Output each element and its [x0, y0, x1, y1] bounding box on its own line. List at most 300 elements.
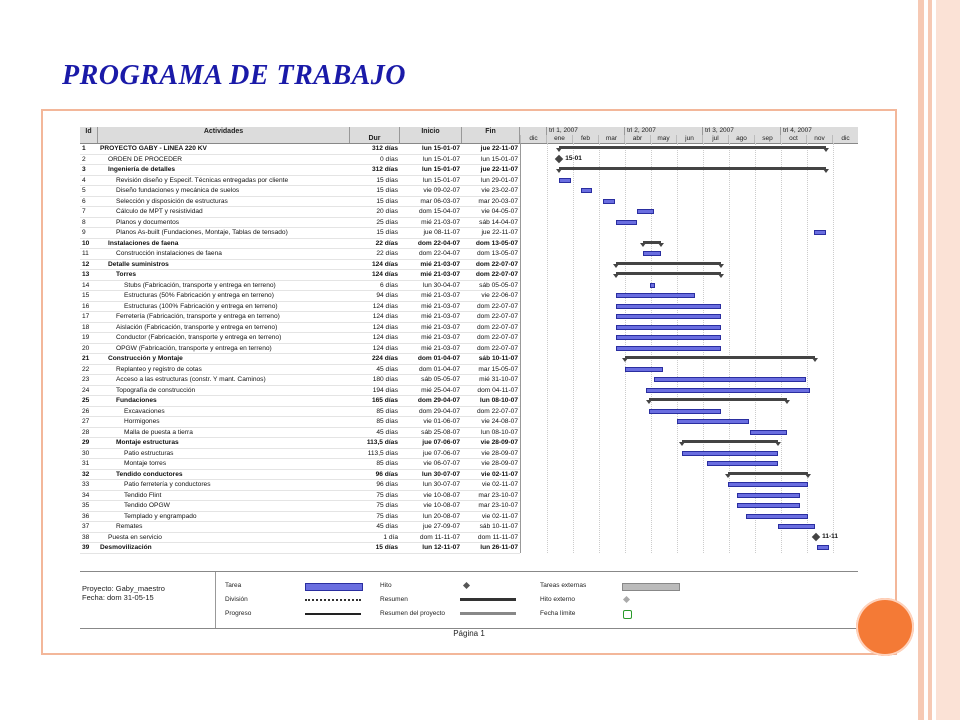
row-activity: Selección y disposición de estructuras — [116, 197, 228, 205]
task-bar[interactable] — [746, 514, 808, 519]
row-start: lun 15-01-07 — [421, 166, 460, 173]
row-start: mié 21-03-07 — [421, 292, 460, 299]
month-label: jul — [702, 135, 728, 143]
row-activity: Instalaciones de faena — [108, 239, 179, 247]
decorative-orange-circle — [856, 598, 914, 656]
row-duration: 0 días — [380, 155, 398, 163]
milestone-label: 11-11 — [822, 532, 839, 540]
header-activity: Actividades — [98, 127, 350, 143]
row-start: lun 30-07-07 — [422, 481, 460, 488]
row-start: sáb 05-05-07 — [421, 376, 460, 383]
legend-label: Hito externo — [540, 596, 576, 603]
table-row[interactable] — [80, 344, 520, 355]
table-row[interactable] — [80, 417, 520, 428]
table-row[interactable] — [80, 186, 520, 197]
row-duration: 75 días — [376, 491, 398, 499]
row-end: vie 02-11-07 — [481, 512, 518, 520]
row-duration: 25 días — [376, 218, 398, 226]
month-label: abr — [624, 135, 650, 143]
month-gridline — [781, 143, 782, 553]
row-id: 23 — [82, 376, 90, 383]
month-gridline — [547, 143, 548, 553]
table-row[interactable] — [80, 323, 520, 334]
row-end: vie 28-09-07 — [480, 439, 518, 446]
row-activity: ORDEN DE PROCEDER — [108, 155, 183, 163]
row-start: vie 10-08-07 — [423, 502, 460, 509]
row-start: jue 07-06-07 — [422, 449, 460, 457]
table-row[interactable] — [80, 228, 520, 239]
table-row[interactable] — [80, 375, 520, 386]
row-end: mar 15-05-07 — [478, 365, 518, 373]
task-bar[interactable] — [737, 503, 800, 508]
row-duration: 75 días — [376, 512, 398, 520]
task-bar[interactable] — [643, 251, 661, 256]
row-duration: 20 días — [376, 208, 398, 215]
row-start: mié 21-03-07 — [420, 260, 460, 268]
row-duration: 22 días — [376, 250, 398, 257]
row-id: 22 — [82, 365, 90, 373]
row-id: 37 — [82, 523, 90, 530]
header-end: Fin — [462, 127, 520, 143]
row-duration: 113,5 días — [367, 449, 398, 457]
row-id: 1 — [82, 145, 86, 152]
row-activity: Puesta en servicio — [108, 533, 162, 541]
table-row[interactable] — [80, 197, 520, 208]
task-bar[interactable] — [677, 419, 749, 424]
row-id: 9 — [82, 229, 86, 236]
row-start: dom 22-04-07 — [418, 250, 460, 257]
row-activity: Aislación (Fabricación, transporte y entrega en terreno) — [116, 323, 278, 331]
table-row[interactable] — [80, 249, 520, 260]
task-bar[interactable] — [616, 325, 721, 330]
row-duration: 85 días — [376, 460, 398, 467]
row-id: 33 — [82, 481, 90, 488]
row-duration: 75 días — [376, 502, 398, 509]
row-id: 30 — [82, 449, 90, 457]
row-activity: Estructuras (50% Fabricación y entrega en terreno) — [124, 292, 274, 299]
row-start: mié 21-03-07 — [421, 344, 460, 352]
table-row[interactable] — [80, 386, 520, 397]
row-duration: 312 días — [371, 145, 398, 152]
row-activity: Montaje torres — [124, 460, 167, 467]
task-bar[interactable] — [649, 409, 721, 414]
row-end: lun 15-01-07 — [480, 155, 518, 163]
row-id: 20 — [82, 344, 90, 352]
table-row[interactable] — [80, 218, 520, 229]
legend — [80, 571, 858, 629]
row-end: dom 22-07-07 — [476, 323, 518, 331]
header-duration: Dur — [350, 127, 400, 143]
table-row[interactable] — [80, 491, 520, 502]
row-duration: 96 días — [376, 481, 398, 488]
table-row[interactable] — [80, 533, 520, 544]
row-start: vie 09-02-07 — [423, 187, 460, 194]
row-start: dom 11-11-07 — [419, 533, 460, 541]
row-end: vie 02-11-07 — [480, 470, 518, 478]
task-bar[interactable] — [616, 314, 721, 319]
month-label: may — [650, 135, 676, 143]
row-end: sáb 14-04-07 — [479, 218, 518, 226]
task-bar[interactable] — [559, 178, 571, 183]
legend-swatch — [305, 613, 361, 615]
legend-swatch — [305, 599, 361, 603]
row-end: mié 31-10-07 — [479, 376, 518, 383]
row-id: 18 — [82, 323, 90, 331]
row-duration: 180 días — [372, 376, 398, 383]
table-row[interactable] — [80, 396, 520, 407]
row-duration: 85 días — [376, 418, 398, 425]
row-activity: Remates — [116, 523, 143, 530]
month-label: nov — [806, 135, 832, 143]
task-bar[interactable] — [750, 430, 787, 435]
row-activity: Cálculo de MPT y resistividad — [116, 208, 203, 215]
task-bar[interactable] — [650, 283, 655, 288]
row-start: lun 30-07-07 — [421, 470, 460, 478]
row-activity: Desmovilización — [100, 544, 152, 551]
row-activity: Planos y documentos — [116, 218, 180, 226]
table-row[interactable] — [80, 407, 520, 418]
row-duration: 165 días — [371, 397, 398, 404]
row-start: vie 01-06-07 — [423, 418, 460, 425]
row-start: lun 20-08-07 — [422, 512, 460, 520]
row-start: mié 21-03-07 — [421, 218, 460, 226]
month-gridline — [833, 143, 834, 553]
task-bar[interactable] — [737, 493, 800, 498]
legend-swatch — [622, 583, 680, 591]
table-row[interactable] — [80, 302, 520, 313]
row-start: lun 15-01-07 — [421, 145, 460, 152]
table-header — [80, 127, 520, 144]
task-bar[interactable] — [707, 461, 778, 466]
row-start: mié 25-04-07 — [421, 386, 460, 394]
task-bar[interactable] — [616, 220, 637, 225]
row-id: 27 — [82, 418, 90, 425]
month-gridline — [599, 143, 600, 553]
row-id: 2 — [82, 155, 86, 163]
row-end: mar 20-03-07 — [478, 197, 518, 205]
row-end: dom 13-05-07 — [476, 250, 518, 257]
legend-label: Progreso — [225, 610, 252, 617]
row-duration: 15 días — [376, 197, 398, 205]
quarter-label: trl 1, 2007 — [546, 127, 624, 135]
row-duration: 22 días — [375, 239, 398, 247]
row-id: 16 — [82, 302, 90, 310]
table-row[interactable] — [80, 522, 520, 533]
row-id: 15 — [82, 292, 90, 299]
header-start: Inicio — [400, 127, 462, 143]
row-start: dom 29-04-07 — [417, 397, 460, 404]
row-id: 3 — [82, 166, 86, 173]
row-id: 21 — [82, 355, 90, 362]
row-start: mié 21-03-07 — [421, 323, 460, 331]
row-duration: 124 días — [371, 271, 398, 278]
row-id: 36 — [82, 512, 90, 520]
row-duration: 224 días — [371, 355, 398, 362]
milestone-marker — [555, 154, 563, 162]
row-duration: 194 días — [372, 386, 398, 394]
row-id: 4 — [82, 176, 86, 184]
row-activity: Montaje estructuras — [116, 439, 179, 446]
row-id: 31 — [82, 460, 90, 467]
row-id: 39 — [82, 544, 90, 551]
row-id: 14 — [82, 281, 90, 289]
task-bar[interactable] — [616, 346, 721, 351]
month-gridline — [729, 143, 730, 553]
task-bar[interactable] — [616, 335, 721, 340]
row-start: lun 30-04-07 — [422, 281, 460, 289]
row-activity: Fundaciones — [116, 397, 157, 404]
row-activity: Detalle suministros — [108, 260, 169, 268]
legend-label: Tareas externas — [540, 582, 587, 589]
row-activity: Construcción instalaciones de faena — [116, 250, 222, 257]
row-activity: Torres — [116, 271, 137, 278]
table-row[interactable] — [80, 207, 520, 218]
row-end: lun 08-10-07 — [480, 428, 518, 436]
row-duration: 15 días — [376, 229, 398, 236]
summary-bar[interactable] — [649, 398, 787, 401]
row-duration: 15 días — [376, 187, 398, 194]
task-bar[interactable] — [814, 230, 826, 235]
task-bar[interactable] — [654, 377, 806, 382]
task-bar[interactable] — [625, 367, 663, 372]
row-activity: Acceso a las estructuras (constr. Y mant. Caminos) — [116, 376, 266, 383]
month-gridline — [807, 143, 808, 553]
task-bar[interactable] — [682, 451, 778, 456]
row-activity: Replanteo y registro de cotas — [116, 365, 202, 373]
row-end: jue 22-11-07 — [480, 166, 518, 173]
row-duration: 113,5 días — [366, 439, 398, 446]
row-duration: 124 días — [372, 344, 398, 352]
row-id: 34 — [82, 491, 90, 499]
legend-project-info — [82, 584, 165, 602]
row-duration: 85 días — [376, 407, 398, 415]
table-row[interactable] — [80, 281, 520, 292]
row-activity: Ferretería (Fabricación, transporte y entrega en terreno) — [116, 313, 280, 320]
row-duration: 15 días — [375, 544, 398, 551]
legend-label: Resumen del proyecto — [380, 610, 446, 617]
row-duration: 45 días — [376, 523, 398, 530]
row-activity: Tendido OPGW — [124, 502, 170, 509]
row-id: 19 — [82, 334, 90, 341]
legend-project-date: Fecha: dom 31-05-15 — [82, 593, 154, 602]
row-id: 10 — [82, 239, 90, 247]
gantt-chart — [520, 143, 859, 553]
quarter-label: trl 2, 2007 — [624, 127, 702, 135]
row-id: 25 — [82, 397, 90, 404]
row-end: vie 22-06-07 — [481, 292, 518, 299]
row-start: dom 01-04-07 — [418, 365, 460, 373]
row-activity: Stubs (Fabricación, transporte y entrega en terreno) — [124, 281, 276, 289]
row-activity: Conductor (Fabricación, transporte y entrega en terreno) — [116, 334, 282, 341]
row-duration: 94 días — [376, 292, 398, 299]
row-id: 28 — [82, 428, 90, 436]
row-end: dom 22-07-07 — [476, 407, 518, 415]
row-activity: Estructuras (100% Fabricación y entrega en terreno) — [124, 302, 278, 310]
month-label: ago — [728, 135, 754, 143]
task-bar[interactable] — [603, 199, 615, 204]
legend-swatch — [305, 583, 363, 591]
legend-swatch — [463, 582, 470, 589]
gantt-document — [80, 127, 858, 641]
legend-label: Hito — [380, 582, 392, 589]
legend-label: Tarea — [225, 582, 242, 589]
row-id: 24 — [82, 386, 90, 394]
row-duration: 124 días — [372, 313, 398, 320]
row-activity: Templado y engrampado — [124, 512, 197, 520]
month-label: ene — [546, 135, 572, 143]
row-activity: Revisión diseño y Especif. Técnicas entregadas por cliente — [116, 176, 289, 184]
row-start: mié 21-03-07 — [421, 313, 460, 320]
row-end: vie 23-02-07 — [481, 187, 518, 194]
row-end: vie 24-08-07 — [481, 418, 518, 425]
row-start: dom 22-04-07 — [417, 239, 460, 247]
row-start: dom 29-04-07 — [418, 407, 460, 415]
table-row[interactable] — [80, 501, 520, 512]
summary-bar[interactable] — [559, 146, 826, 149]
quarter-label: trl 3, 2007 — [702, 127, 780, 135]
row-start: vie 06-07-07 — [423, 460, 460, 467]
row-duration: 124 días — [372, 323, 398, 331]
row-activity: Planos As-built (Fundaciones, Montaje, Tablas de tensado) — [116, 229, 288, 236]
row-start: sáb 25-08-07 — [421, 428, 460, 436]
row-end: vie 04-05-07 — [481, 208, 518, 215]
legend-swatch — [623, 596, 630, 603]
month-label: oct — [780, 135, 806, 143]
month-label: dic — [520, 135, 546, 143]
table-row[interactable] — [80, 239, 520, 250]
row-end: dom 22-07-07 — [476, 302, 518, 310]
row-activity: OPGW (Fabricación, transporte y entrega en terreno) — [116, 344, 272, 352]
task-bar[interactable] — [637, 209, 653, 214]
task-bar[interactable] — [616, 304, 721, 309]
row-end: mar 23-10-07 — [478, 491, 518, 499]
summary-bar[interactable] — [682, 440, 778, 443]
row-id: 35 — [82, 502, 90, 509]
row-duration: 124 días — [372, 334, 398, 341]
month-label: jun — [676, 135, 702, 143]
row-start: vie 10-08-07 — [423, 491, 460, 499]
summary-bar[interactable] — [625, 356, 815, 359]
decorative-stripe-1 — [918, 0, 924, 720]
table-row[interactable] — [80, 449, 520, 460]
row-start: lun 15-01-07 — [422, 176, 460, 184]
decorative-stripe-3 — [936, 0, 960, 720]
row-activity: Tendido conductores — [116, 470, 183, 478]
header-id: Id — [80, 127, 98, 143]
row-end: dom 22-07-07 — [476, 313, 518, 320]
milestone-label: 15-01 — [565, 154, 582, 162]
row-start: dom 15-04-07 — [418, 208, 460, 215]
table-row[interactable] — [80, 312, 520, 323]
row-activity: Tendido Flint — [124, 491, 162, 499]
row-id: 32 — [82, 470, 90, 478]
row-end: vie 28-09-07 — [481, 460, 518, 467]
quarter-label: trl 4, 2007 — [780, 127, 858, 135]
row-end: vie 02-11-07 — [481, 481, 518, 488]
row-start: mar 06-03-07 — [420, 197, 460, 205]
month-label: sep — [754, 135, 780, 143]
row-duration: 15 días — [376, 176, 398, 184]
row-start: mié 21-03-07 — [421, 334, 460, 341]
summary-bar[interactable] — [728, 472, 809, 475]
row-activity: Hormigones — [124, 418, 160, 425]
row-end: dom 22-07-07 — [476, 344, 518, 352]
table-row[interactable] — [80, 428, 520, 439]
task-bar[interactable] — [817, 545, 829, 550]
table-row[interactable] — [80, 543, 520, 554]
table-row[interactable] — [80, 165, 520, 176]
task-bar[interactable] — [778, 524, 816, 529]
row-end: dom 04-11-07 — [477, 386, 518, 394]
timeline-header — [520, 127, 858, 144]
task-bar[interactable] — [616, 293, 695, 298]
row-duration: 6 días — [380, 281, 398, 289]
task-bar[interactable] — [581, 188, 593, 193]
table-row[interactable] — [80, 470, 520, 481]
table-row[interactable] — [80, 438, 520, 449]
row-duration: 45 días — [376, 365, 398, 373]
task-bar[interactable] — [728, 482, 809, 487]
table-row[interactable] — [80, 333, 520, 344]
month-gridline — [573, 143, 574, 553]
row-activity: Patio estructuras — [124, 449, 174, 457]
row-end: dom 22-07-07 — [476, 334, 518, 341]
table-row[interactable] — [80, 512, 520, 523]
legend-swatch — [460, 612, 516, 615]
legend-project-name: Proyecto: Gaby_maestro — [82, 584, 165, 593]
table-row[interactable] — [80, 365, 520, 376]
legend-divider — [215, 572, 216, 628]
summary-bar[interactable] — [643, 241, 661, 244]
row-id: 12 — [82, 260, 90, 268]
row-duration: 45 días — [376, 428, 398, 436]
table-row[interactable] — [80, 270, 520, 281]
row-id: 11 — [82, 250, 89, 257]
row-end: dom 11-11-07 — [477, 533, 518, 541]
table-row[interactable] — [80, 291, 520, 302]
row-end: jue 22-11-07 — [481, 229, 518, 236]
row-activity: Diseño fundaciones y mecánica de suelos — [116, 187, 240, 194]
row-start: mié 21-03-07 — [421, 302, 460, 310]
table-row[interactable] — [80, 155, 520, 166]
summary-bar[interactable] — [616, 262, 721, 265]
row-id: 7 — [82, 208, 86, 215]
row-id: 17 — [82, 313, 90, 320]
summary-bar[interactable] — [616, 272, 721, 275]
row-id: 8 — [82, 218, 86, 226]
table-row[interactable] — [80, 354, 520, 365]
table-row[interactable] — [80, 480, 520, 491]
table-row[interactable] — [80, 260, 520, 271]
row-end: dom 13-05-07 — [475, 239, 518, 247]
row-end: sáb 05-05-07 — [479, 281, 518, 289]
legend-swatch — [460, 598, 516, 601]
row-end: jue 22-11-07 — [480, 145, 518, 152]
table-row[interactable] — [80, 144, 520, 155]
summary-bar[interactable] — [559, 167, 826, 170]
milestone-marker — [812, 532, 820, 540]
row-end: vie 28-09-07 — [481, 449, 518, 457]
row-duration: 312 días — [371, 166, 398, 173]
row-end: sáb 10-11-07 — [478, 355, 518, 362]
row-start: lun 15-01-07 — [422, 155, 460, 163]
month-label: dic — [832, 135, 858, 143]
row-start: jue 27-09-07 — [422, 523, 460, 530]
task-bar[interactable] — [646, 388, 810, 393]
table-row[interactable] — [80, 176, 520, 187]
row-duration: 124 días — [371, 260, 398, 268]
table-row[interactable] — [80, 459, 520, 470]
